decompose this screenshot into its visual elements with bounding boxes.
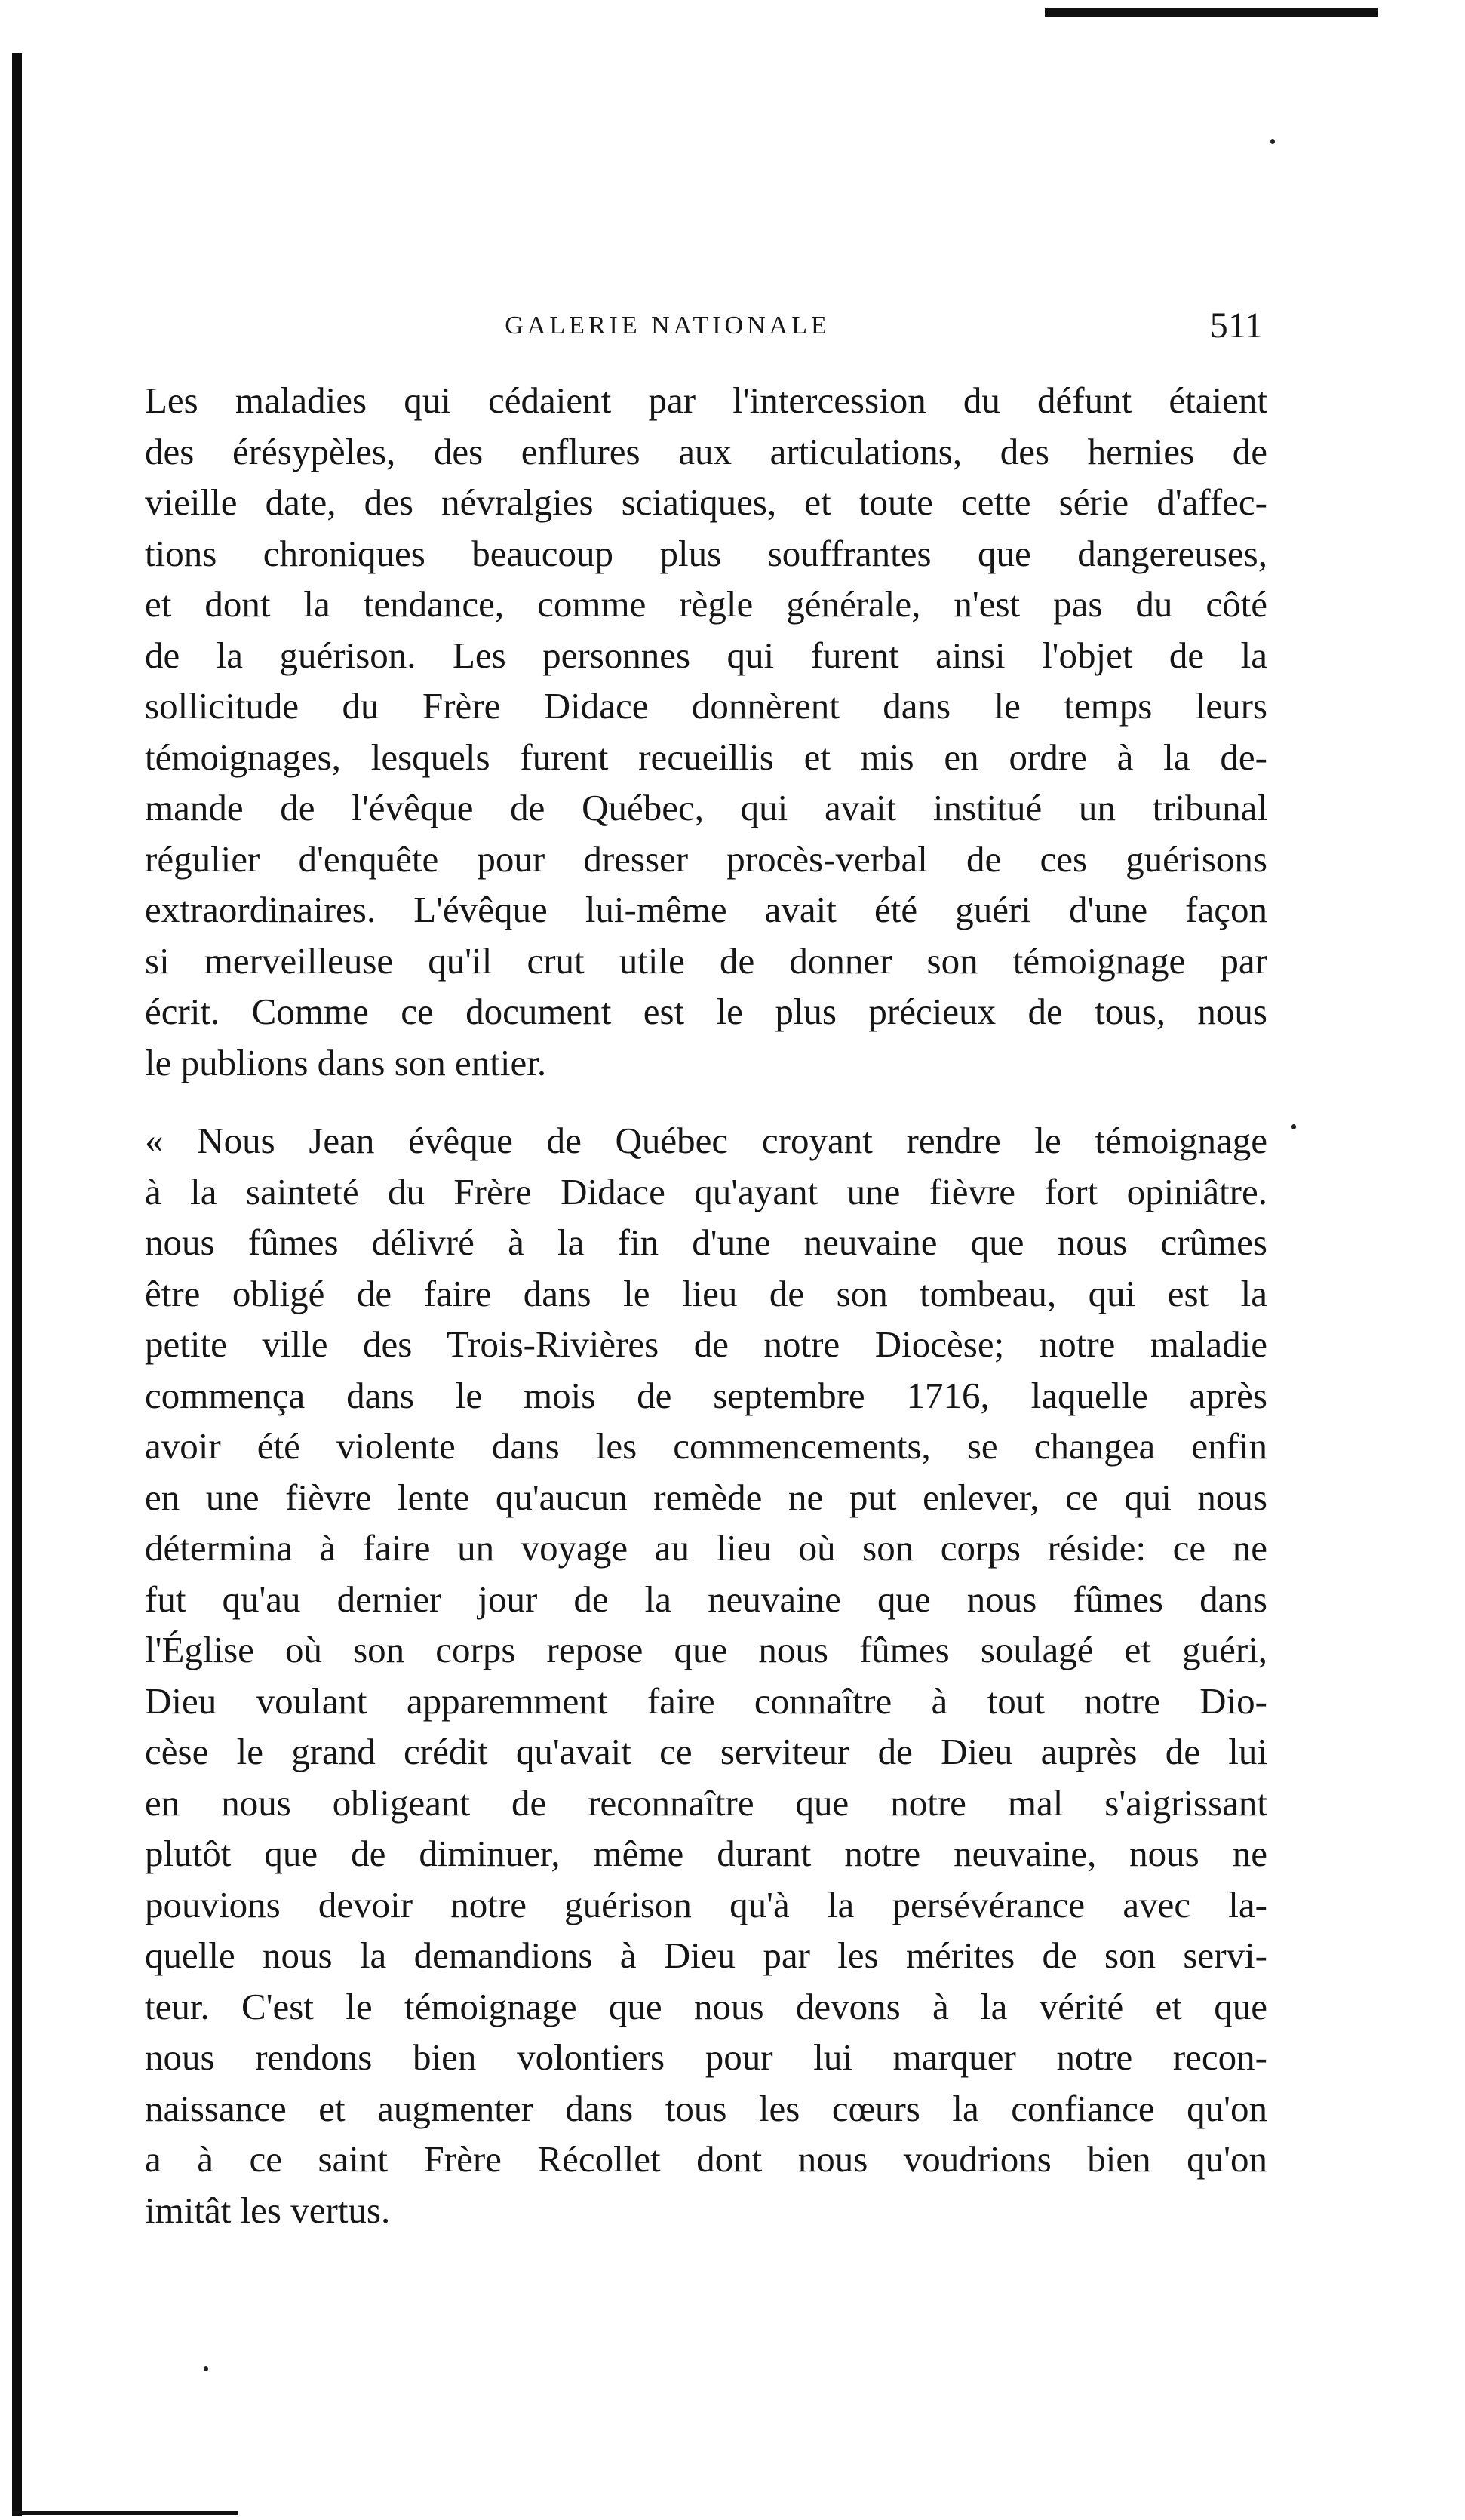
text-line: cèse le grand crédit qu'avait ce serviteur de Dieu auprès de lui (145, 1731, 1267, 1772)
text-line: en nous obligeant de reconnaître que notre mal s'aigrissant (145, 1781, 1267, 1824)
text-line: quelle nous la demandions à Dieu par les mérites de son servi- (145, 1935, 1267, 1976)
text-line: témoignages, lesquels furent recueillis et mis en ordre à la de- (145, 736, 1267, 778)
text-line: en une fièvre lente qu'aucun remède ne put enlever, ce qui nous (145, 1476, 1267, 1518)
text-line: sollicitude du Frère Didace donnèrent dans le temps leurs (145, 685, 1267, 727)
text-line: écrit. Comme ce document est le plus précieux de tous, nous (145, 991, 1267, 1032)
quoted-testimony (145, 1115, 1267, 2236)
text-line: des érésypèles, des enflures aux articulations, des hernies de (145, 430, 1267, 472)
text-line: Dieu voulant apparemment faire connaître à tout notre Dio- (145, 1679, 1267, 1722)
text-line: petite ville des Trois-Rivières de notre Diocèse; notre maladie (145, 1323, 1267, 1365)
text-line: Les maladies qui cédaient par l'intercession du défunt étaient (145, 380, 1267, 421)
text-line: et dont la tendance, comme règle générale, n'est pas du côté (145, 583, 1267, 625)
running-head (148, 303, 1263, 349)
text-line: de la guérison. Les personnes qui furent ainsi l'objet de la (145, 634, 1267, 676)
text-line: naissance et augmenter dans tous les cœurs la confiance qu'on (145, 2087, 1267, 2129)
scan-speck (1291, 1124, 1296, 1129)
text-line: teur. C'est le témoignage que nous devons à la vérité et que (145, 1985, 1267, 2027)
text-line: plutôt que de diminuer, même durant notre neuvaine, nous ne (145, 1833, 1267, 1874)
scan-edge-bottom (12, 2511, 238, 2515)
text-line: tions chroniques beaucoup plus souffrantes que dangereuses, (145, 532, 1267, 574)
text-line: extraordinaires. L'évêque lui-même avait été guéri d'une façon (145, 889, 1267, 930)
text-line: pouvions devoir notre guérison qu'à la persévérance avec la- (145, 1883, 1267, 1925)
scan-rule-top (1045, 8, 1378, 17)
text-line: commença dans le mois de septembre 1716, laquelle après (145, 1374, 1267, 1416)
text-line: à la sainteté du Frère Didace qu'ayant une fièvre fort opiniâtre. (145, 1170, 1267, 1212)
text-line: fut qu'au dernier jour de la neuvaine que nous fûmes dans (145, 1578, 1267, 1620)
text-line: être obligé de faire dans le lieu de son tombeau, qui est la (145, 1272, 1267, 1314)
text-line: avoir été violente dans les commencements, se changea enfin (145, 1425, 1267, 1467)
text-line: détermina à faire un voyage au lieu où son corps réside: ce ne (145, 1527, 1267, 1569)
text-line: nous fûmes délivré à la fin d'une neuvaine que nous crûmes (145, 1222, 1267, 1263)
text-line: « Nous Jean évêque de Québec croyant rendre le témoignage (145, 1120, 1267, 1161)
scan-edge-left (12, 53, 22, 2516)
scan-speck (204, 2366, 208, 2371)
text-line: le publions dans son entier. (145, 1041, 547, 1083)
text-line: imitât les vertus. (145, 2189, 391, 2231)
paragraph (145, 375, 1267, 1088)
text-line: l'Église où son corps repose que nous fûmes soulagé et guéri, (145, 1629, 1267, 1670)
page-number: 511 (1209, 306, 1263, 346)
text-line: a à ce saint Frère Récollet dont nous voudrions bien qu'on (145, 2138, 1267, 2180)
text-line: vieille date, des névralgies sciatiques, et toute cette série d'affec- (145, 481, 1267, 523)
text-line: si merveilleuse qu'il crut utile de donner son témoignage par (145, 939, 1267, 982)
text-line: régulier d'enquête pour dresser procès-verbal de ces guérisons (145, 837, 1267, 880)
text-line: nous rendons bien volontiers pour lui marquer notre recon- (145, 2036, 1267, 2078)
text-line: mande de l'évêque de Québec, qui avait institué un tribunal (145, 787, 1267, 828)
running-title: GALERIE NATIONALE (505, 312, 831, 340)
scan-speck (1270, 139, 1275, 144)
